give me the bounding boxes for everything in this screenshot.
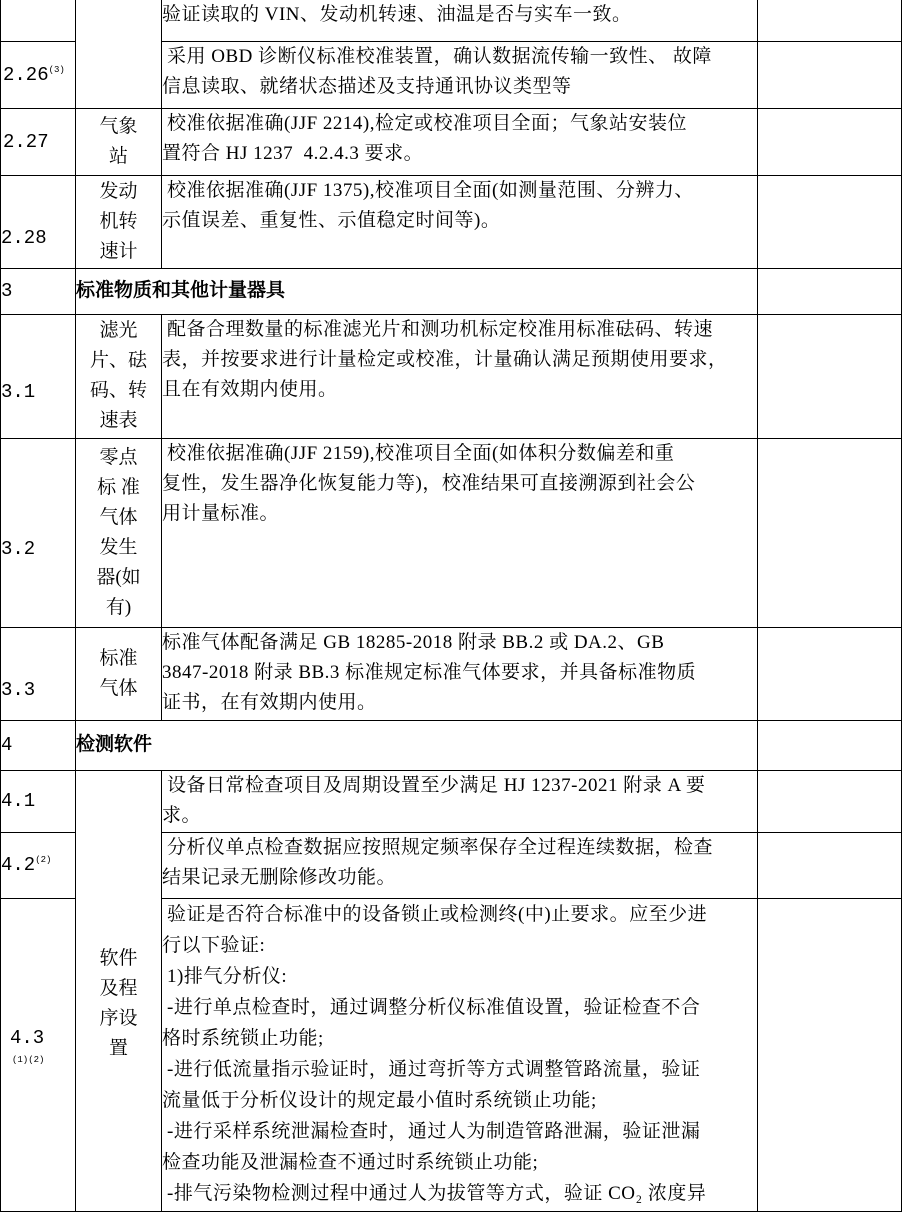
item-cell <box>76 770 162 1211</box>
requirement-cell <box>162 314 758 438</box>
item-cell <box>76 175 162 268</box>
remarks-cell <box>758 314 902 438</box>
requirement-cell <box>162 41 758 108</box>
table-row <box>1 627 902 720</box>
requirement-cell <box>162 898 758 1211</box>
item-cell <box>76 627 162 720</box>
item-name-line: 速计 <box>99 240 138 262</box>
row-number-cell <box>1 832 76 898</box>
item-name-line: 站 <box>108 145 128 167</box>
item-name-line: 置 <box>108 1037 128 1059</box>
requirement-line: -进行采样系统泄漏检查时，通过人为制造管路泄漏，验证泄漏 <box>167 1120 701 1142</box>
item-name-line: 标 准 <box>97 476 140 498</box>
item-name-line: 有) <box>105 596 132 618</box>
requirement-line: 格时系统锁止功能; <box>162 1027 324 1049</box>
note-marker: (3) <box>48 64 65 75</box>
table-row <box>1 770 902 832</box>
row-number-cell <box>1 770 76 832</box>
requirement-cell <box>162 108 758 175</box>
requirement-line: 表，并按要求进行计量检定或校准，计量确认满足预期使用要求， <box>162 348 728 370</box>
requirement-line: -进行单点检查时，通过调整分析仪标准值设置，验证检查不合 <box>167 996 701 1018</box>
remarks-cell <box>758 0 902 41</box>
row-number-cell <box>1 438 76 627</box>
section-number: 3 <box>1 280 13 302</box>
requirement-line: 1)排气分析仪: <box>167 965 288 987</box>
item-name-line: 气体 <box>99 506 138 528</box>
requirement-line: 且在有效期内使用。 <box>162 378 338 400</box>
item-name-line: 零点 <box>99 446 138 468</box>
requirement-line: 标准气体配备满足 GB 18285-2018 附录 BB.2 或 DA.2、GB <box>162 631 665 653</box>
section-row <box>1 720 902 770</box>
requirement-line: 用计量标准。 <box>162 502 280 524</box>
item-cell <box>76 0 162 108</box>
row-number: 3.3 <box>1 678 36 701</box>
section-number-cell <box>1 720 76 770</box>
row-number: 4.3 <box>10 1026 45 1049</box>
row-number: 3.2 <box>1 537 36 560</box>
item-name-line: 气体 <box>99 677 138 699</box>
requirement-line: 行以下验证: <box>162 934 266 956</box>
requirement-cell <box>162 175 758 268</box>
table-row <box>1 438 902 627</box>
requirement-line: 求。 <box>162 804 202 826</box>
item-name-line: 发动 <box>99 180 138 202</box>
remarks-cell <box>758 720 902 770</box>
requirement-line: 3847-2018 附录 BB.3 标准规定标准气体要求，并具备标准物质 <box>162 661 697 683</box>
requirement-line: -进行低流量指示验证时，通过弯折等方式调整管路流量，验证 <box>167 1058 701 1080</box>
row-number-cell <box>1 108 76 175</box>
row-number-cell <box>1 175 76 268</box>
requirement-line: 复性，发生器净化恢复能力等)，校准结果可直接溯源到社会公 <box>162 472 696 494</box>
requirement-line: 示值误差、重复性、示值稳定时间等)。 <box>162 209 501 231</box>
table-row <box>1 0 902 41</box>
item-cell <box>76 108 162 175</box>
requirement-line: 采用 OBD 诊断仪标准校准装置，确认数据流传输一致性、 故障 <box>167 45 712 67</box>
item-name-line: 软件 <box>99 947 138 969</box>
item-name-line: 气象 <box>99 115 138 137</box>
requirement-cell <box>162 770 758 832</box>
remarks-cell <box>758 627 902 720</box>
item-name-line: 速表 <box>99 410 138 431</box>
section-row <box>1 268 902 314</box>
item-cell <box>76 438 162 627</box>
item-name-line: 序设 <box>99 1007 138 1029</box>
table-row <box>1 175 902 268</box>
table-row <box>1 314 902 438</box>
requirement-cell <box>162 627 758 720</box>
item-name-line: 标准 <box>99 647 138 669</box>
row-number-cell <box>1 314 76 438</box>
item-name-line: 片、砝 <box>89 350 147 371</box>
requirement-line: 设备日常检查项目及周期设置至少满足 HJ 1237-2021 附录 A 要 <box>167 774 706 796</box>
section-title: 标准物质和其他计量器具 <box>76 268 758 314</box>
item-cell <box>76 314 162 438</box>
remarks-cell <box>758 41 902 108</box>
item-name-line: 器(如 <box>96 566 141 588</box>
section-title: 检测软件 <box>76 720 758 770</box>
requirement-line: -排气污染物检测过程中通过人为拔管等方式，验证 CO₂ 浓度异 <box>167 1182 707 1204</box>
requirement-line: 验证是否符合标准中的设备锁止或检测终(中)止要求。应至少进 <box>167 903 708 925</box>
item-name-line: 发生 <box>99 536 138 558</box>
remarks-cell <box>758 268 902 314</box>
requirement-cell <box>162 832 758 898</box>
requirement-line: 校准依据准确(JJF 2159),校准项目全面(如体积分数偏差和重 <box>167 442 675 464</box>
requirement-line: 检查功能及泄漏检查不通过时系统锁止功能; <box>162 1151 539 1173</box>
row-number: 4.2 <box>1 854 36 876</box>
row-number: 2.28 <box>1 226 47 249</box>
table-row <box>1 108 902 175</box>
remarks-cell <box>758 175 902 268</box>
item-name-line: 及程 <box>99 977 138 999</box>
row-number-cell <box>1 627 76 720</box>
requirement-line: 校准依据准确(JJF 2214),检定或校准项目全面；气象站安装位 <box>167 112 688 134</box>
row-number: 4.1 <box>1 790 36 812</box>
remarks-cell <box>758 832 902 898</box>
note-marker: (2) <box>35 855 52 865</box>
section-number: 4 <box>1 734 13 756</box>
item-name-line: 机转 <box>99 210 138 232</box>
remarks-cell <box>758 108 902 175</box>
requirement-line: 分析仪单点检查数据应按照规定频率保存全过程连续数据，检查 <box>167 836 714 858</box>
requirement-line: 信息读取、就绪状态描述及支持通讯协议类型等 <box>162 75 572 97</box>
requirement-cell <box>162 438 758 627</box>
item-name-line: 码、转 <box>89 380 147 401</box>
requirement-line: 校准依据准确(JJF 1375),校准项目全面(如测量范围、分辨力、 <box>167 179 694 201</box>
requirement-line: 配备合理数量的标准滤光片和测功机标定校准用标准砝码、转速 <box>167 318 714 340</box>
row-number: 2.26 <box>3 63 49 86</box>
section-number-cell <box>1 268 76 314</box>
requirement-cell <box>162 0 758 41</box>
item-name-line: 滤光 <box>99 320 138 341</box>
requirement-line: 流量低于分析仪设计的规定最小值时系统锁止功能; <box>162 1089 597 1111</box>
remarks-cell <box>758 438 902 627</box>
row-number-cell <box>1 898 76 1211</box>
row-number: 2.27 <box>3 130 49 153</box>
note-marker: (1)(2) <box>12 1054 45 1065</box>
requirement-line: 证书，在有效期内使用。 <box>162 691 377 713</box>
requirement-line: 置符合 HJ 1237 4.2.4.3 要求。 <box>162 142 424 164</box>
remarks-cell <box>758 898 902 1211</box>
requirement-line: 验证读取的 VIN、发动机转速、油温是否与实车一致。 <box>162 4 632 25</box>
row-number-cell <box>1 41 76 108</box>
requirement-line: 结果记录无删除修改功能。 <box>162 866 397 888</box>
row-number-cell <box>1 0 76 41</box>
remarks-cell <box>758 770 902 832</box>
row-number: 3.1 <box>1 381 36 403</box>
